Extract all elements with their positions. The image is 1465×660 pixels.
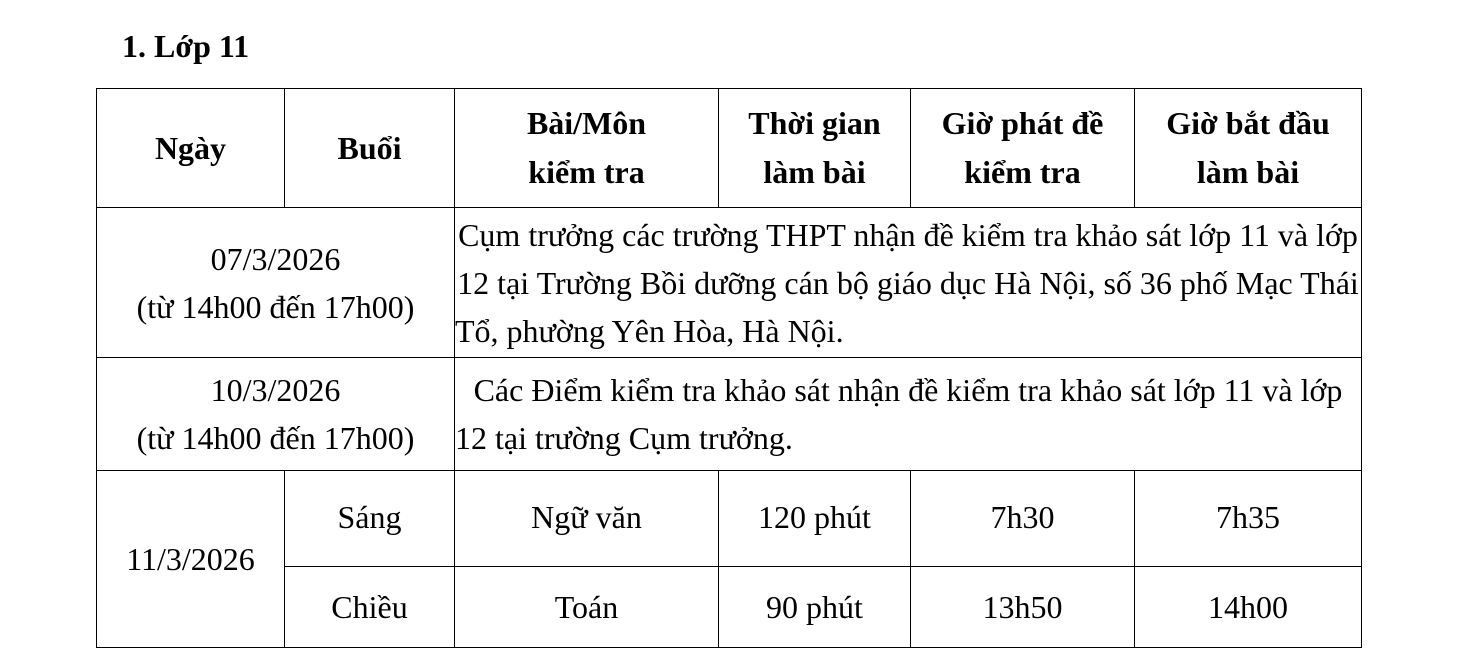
start-time-cell: 7h35 xyxy=(1135,471,1362,567)
table-header-row xyxy=(97,89,1362,208)
header-start-time: Giờ bắt đầu làm bài xyxy=(1135,89,1362,208)
release-time-cell: 13h50 xyxy=(911,567,1135,648)
table-row xyxy=(97,567,1362,648)
header-day: Ngày xyxy=(97,89,285,208)
header-duration: Thời gian làm bài xyxy=(719,89,911,208)
release-time-cell: 7h30 xyxy=(911,471,1135,567)
session-cell: Chiều xyxy=(285,567,455,648)
date-cell: 07/3/2026 (từ 14h00 đến 17h00) xyxy=(97,208,455,358)
session-cell: Sáng xyxy=(285,471,455,567)
note-cell: Cụm trưởng các trường THPT nhận đề kiểm tra khảo sát lớp 11 và lớp 12 tại Trường Bồi dưỡng cán bộ giáo dục Hà Nội, số 36 phố Mạc Thái Tổ, phường Yên Hòa, Hà Nội. xyxy=(455,208,1362,358)
duration-cell: 120 phút xyxy=(719,471,911,567)
exam-schedule-table xyxy=(96,88,1362,648)
duration-cell: 90 phút xyxy=(719,567,911,648)
header-subject: Bài/Môn kiểm tra xyxy=(455,89,719,208)
subject-cell: Ngữ văn xyxy=(455,471,719,567)
subject-cell: Toán xyxy=(455,567,719,648)
header-release-time: Giờ phát đề kiểm tra xyxy=(911,89,1135,208)
table-row xyxy=(97,471,1362,567)
table-row xyxy=(97,358,1362,471)
start-time-cell: 14h00 xyxy=(1135,567,1362,648)
date-cell: 11/3/2026 xyxy=(97,471,285,648)
note-cell: Các Điểm kiểm tra khảo sát nhận đề kiểm tra khảo sát lớp 11 và lớp 12 tại trường Cụm trưởng. xyxy=(455,358,1362,471)
date-cell: 10/3/2026 (từ 14h00 đến 17h00) xyxy=(97,358,455,471)
table-row xyxy=(97,208,1362,358)
header-session: Buổi xyxy=(285,89,455,208)
section-heading: 1. Lớp 11 xyxy=(122,28,250,64)
